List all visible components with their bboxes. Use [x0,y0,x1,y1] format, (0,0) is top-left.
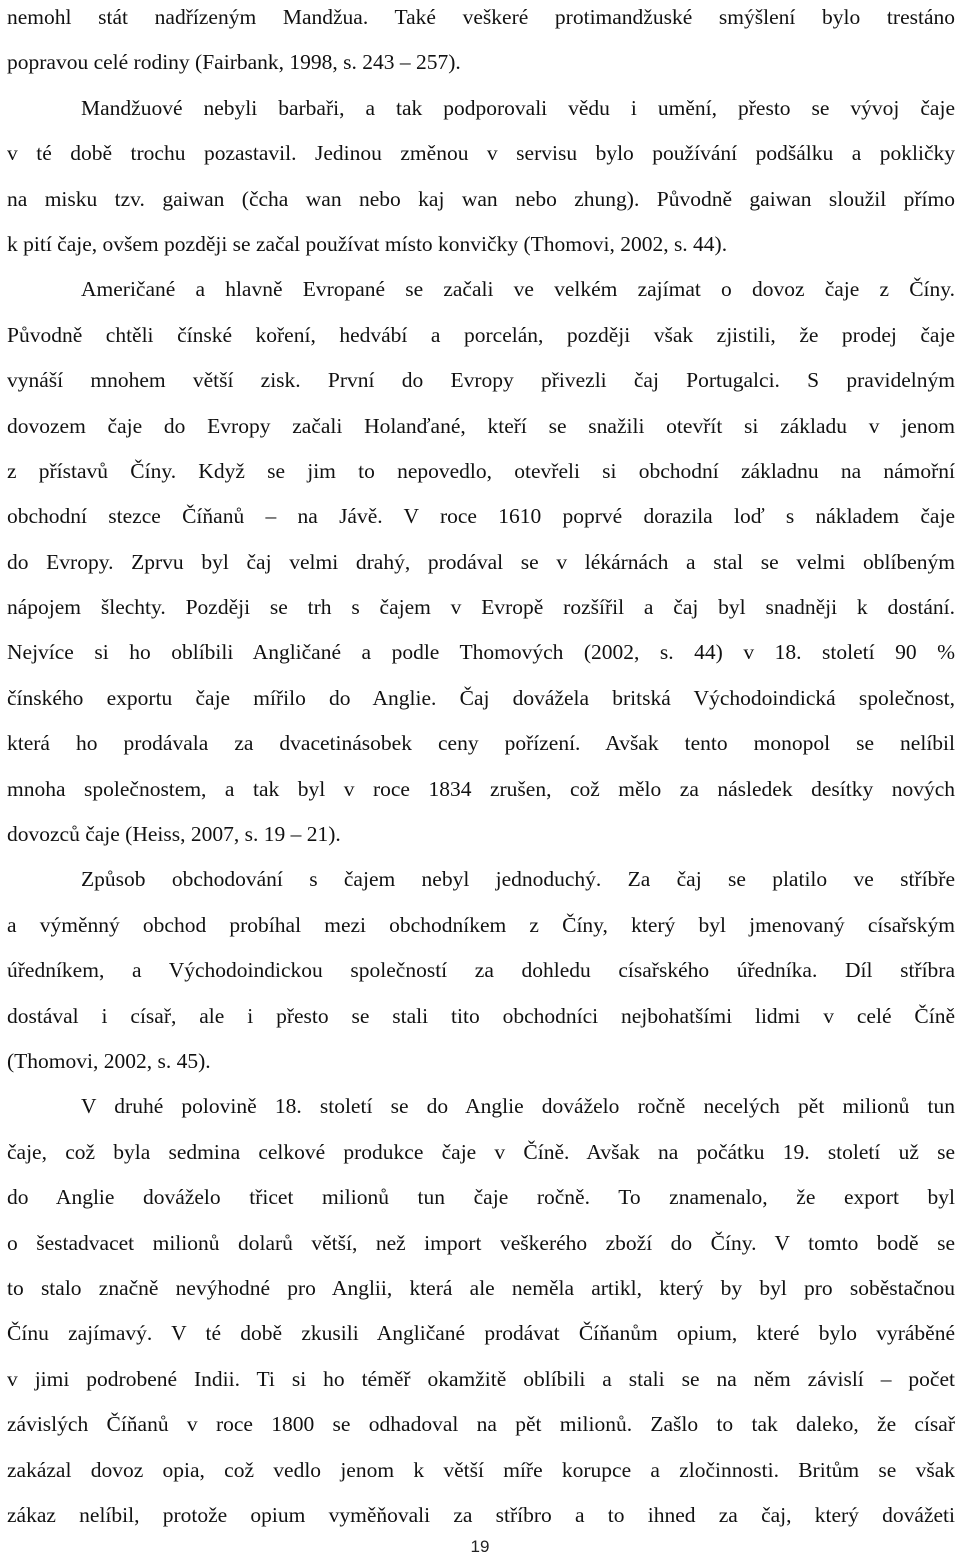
text-line: z přístavů Číny. Když se jim to nepovedlo, otevřeli si obchodní základnu na námořní [7,458,955,483]
text-line: a výměnný obchod probíhal mezi obchodníkem z Číny, který byl jmenovaný císařským [7,912,955,937]
text-line: Způsob obchodování s čajem nebyl jednoduchý. Za čaj se platilo ve stříbře [81,867,955,892]
text-line: čínského exportu čaje mířilo do Anglie. Čaj dovážela britská Východoindická společnost, [7,685,955,710]
body-text [7,0,955,1538]
text-line: dostával i císař, ale i přesto se stali tito obchodníci nejbohatšími lidmi v celé Číně [7,1003,955,1028]
text-line: obchodní stezce Číňanů – na Jávě. V roce 1610 poprvé dorazila loď s nákladem čaje [7,504,955,529]
text-line: která ho prodávala za dvacetinásobek ceny pořízení. Avšak tento monopol se nelíbil [7,731,955,756]
text-line: V druhé polovině 18. století se do Anglie dováželo ročně necelých pět milionů tun [81,1094,955,1119]
text-line: do Evropy. Zprvu byl čaj velmi drahý, prodával se v lékárnách a stal se velmi oblíbeným [7,549,955,574]
text-line: popravou celé rodiny (Fairbank, 1998, s. 243 – 257). [7,50,461,75]
text-line: na misku tzv. gaiwan (čcha wan nebo kaj wan nebo zhung). Původně gaiwan sloužil přímo [7,186,955,211]
text-line: o šestadvacet milionů dolarů větší, než import veškerého zboží do Číny. V tomto bodě se [7,1230,955,1255]
text-line: Původně chtěli čínské koření, hedvábí a porcelán, později však zjistili, že prodej čaje [7,322,955,347]
text-line: Američané a hlavně Evropané se začali ve velkém zajímat o dovoz čaje z Číny. [81,277,955,302]
text-line: závislých Číňanů v roce 1800 se odhadoval na pět milionů. Zašlo to tak daleko, že císař [7,1412,955,1437]
text-line: zákaz nelíbil, protože opium vyměňovali za stříbro a to ihned za čaj, který dovážeti [7,1502,955,1527]
text-line: k pití čaje, ovšem později se začal používat místo konvičky (Thomovi, 2002, s. 44). [7,231,728,256]
text-line: do Anglie dováželo třicet milionů tun čaje ročně. To znamenalo, že export byl [7,1185,955,1210]
text-line: zakázal dovoz opia, což vedlo jenom k větší míře korupce a zločinnosti. Britům se však [7,1457,955,1482]
text-line: v jimi podrobené Indii. Ti si ho téměř okamžitě oblíbili a stali se na něm závislí – počet [7,1366,955,1391]
text-line: Nejvíce si ho oblíbili Angličané a podle Thomových (2002, s. 44) v 18. století 90 % [7,640,955,665]
page-number: 19 [470,1537,490,1556]
text-line: Čínu zajímavý. V té době zkusili Angličané prodávat Číňanům opium, které bylo vyráběné [7,1321,955,1346]
text-line: to stalo značně nevýhodné pro Anglii, která ale neměla artikl, který by byl pro soběstačnou [7,1275,955,1300]
text-line: Mandžuové nebyli barbaři, a tak podporovali vědu i umění, přesto se vývoj čaje [81,95,955,120]
text-line: mnoha společnostem, a tak byl v roce 1834 zrušen, což mělo za následek desítky nových [7,776,955,801]
text-line: čaje, což byla sedmina celkové produkce čaje v Číně. Avšak na počátku 19. století už se [7,1139,955,1164]
text-line: dovozem čaje do Evropy začali Holanďané, kteří se snažili otevřít si základu v jenom [7,413,955,438]
text-line: dovozců čaje (Heiss, 2007, s. 19 – 21). [7,822,341,847]
text-line: (Thomovi, 2002, s. 45). [7,1048,211,1073]
text-line: úředníkem, a Východoindickou společností za dohledu císařského úředníka. Díl stříbra [7,958,955,983]
text-line: nemohl stát nadřízeným Mandžua. Také veškeré protimandžuské smýšlení bylo trestáno [7,5,955,29]
text-line: vynáší mnohem větší zisk. První do Evropy přivezli čaj Portugalci. S pravidelným [7,368,955,393]
text-line: nápojem šlechty. Později se trh s čajem v Evropě rozšířil a čaj byl snadněji k dostání. [7,595,955,620]
text-line: v té době trochu pozastavil. Jedinou změnou v servisu bylo používání podšálku a pokličky [7,141,955,166]
